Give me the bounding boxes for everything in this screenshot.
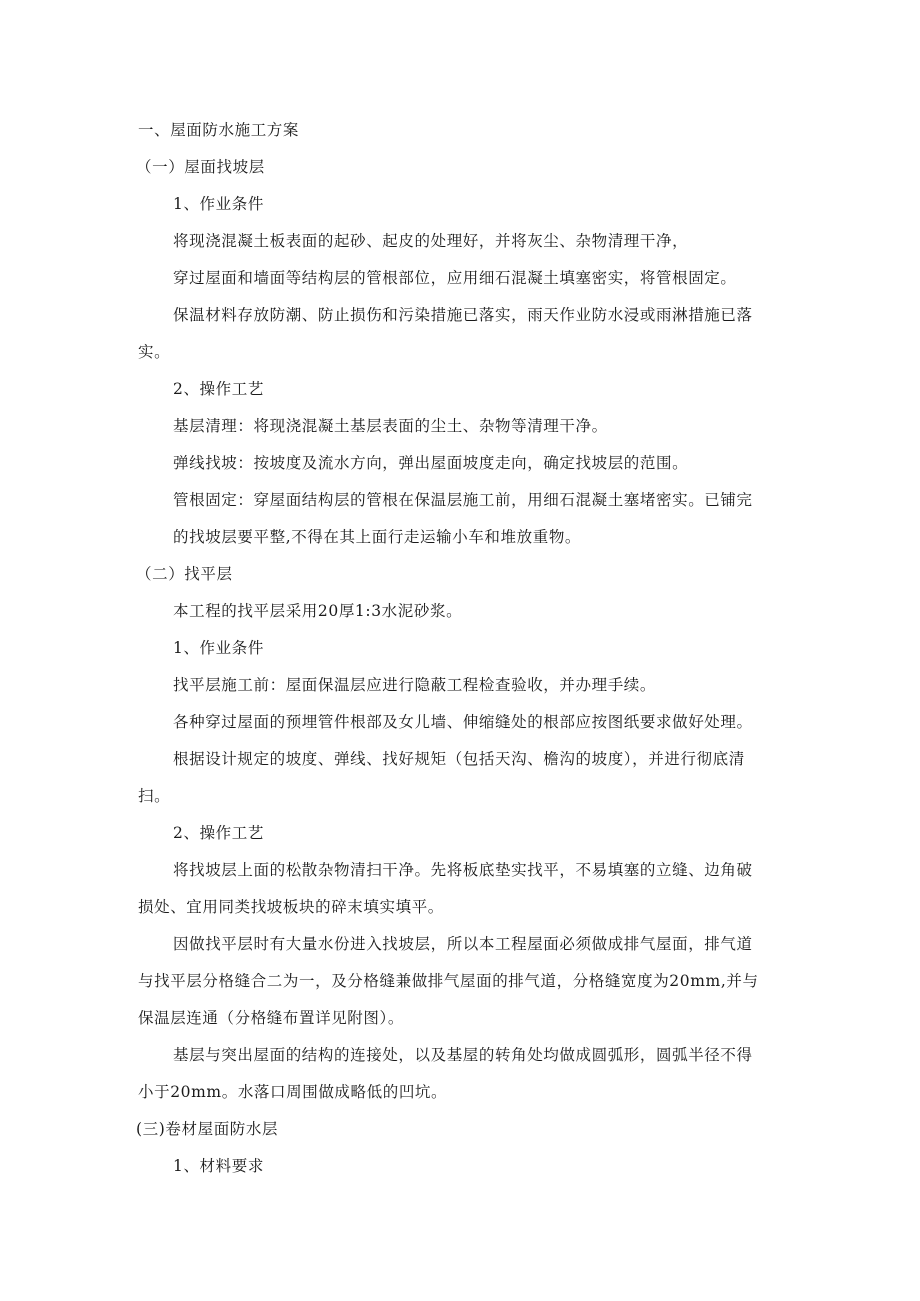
- subheading-operation-process-1: 2、操作工艺: [173, 380, 264, 398]
- section-heading-slope-layer: （一）屋面找坡层: [136, 158, 265, 176]
- subheading-work-conditions-2: 1、作业条件: [173, 639, 264, 657]
- paragraph-line: 保温层连通（分格缝布置详见附图）。: [138, 1009, 404, 1027]
- paragraph-line: 根据设计规定的坡度、弹线、找好规矩（包括天沟、檐沟的坡度），并进行彻底清: [173, 750, 745, 768]
- paragraph-line: 将找坡层上面的松散杂物清扫干净。先将板底垫实找平，不易填塞的立缝、边角破: [173, 861, 753, 879]
- paragraph-line: 保温材料存放防潮、防止损伤和污染措施已落实，雨天作业防水浸或雨淋措施已落: [173, 306, 753, 324]
- paragraph-line: 的找坡层要平整,不得在其上面行走运输小车和堆放重物。: [173, 528, 582, 546]
- paragraph-line: 找平层施工前：屋面保温层应进行隐蔽工程检查验收，并办理手续。: [173, 676, 657, 694]
- paragraph-line: 将现浇混凝土板表面的起砂、起皮的处理好，并将灰尘、杂物清理干净，: [173, 232, 689, 250]
- section-heading-membrane-waterproofing: (三)卷材屋面防水层: [136, 1120, 279, 1138]
- heading-roof-waterproofing-plan: 一、屋面防水施工方案: [138, 121, 300, 139]
- paragraph-line: 实。: [138, 343, 171, 361]
- paragraph-line: 弹线找坡：按坡度及流水方向，弹出屋面坡度走向，确定找坡层的范围。: [173, 454, 689, 472]
- paragraph-line: 穿过屋面和墙面等结构层的管根部位，应用细石混凝土填塞密实，将管根固定。: [173, 269, 737, 287]
- paragraph-line: 基层与突出屋面的结构的连接处，以及基屋的转角处均做成圆弧形，圆弧半径不得: [173, 1046, 753, 1064]
- paragraph-line: 因做找平层时有大量水份进入找坡层，所以本工程屋面必须做成排气屋面，排气道: [173, 935, 753, 953]
- paragraph-line: 扫。: [138, 787, 171, 805]
- paragraph-line: 小于20mm。水落口周围做成略低的凹坑。: [138, 1083, 448, 1101]
- section-heading-leveling-layer: （二）找平层: [136, 565, 233, 583]
- subheading-work-conditions-1: 1、作业条件: [173, 195, 264, 213]
- paragraph-line: 与找平层分格缝合二为一，及分格缝兼做排气屋面的排气道，分格缝宽度为20mm,并与: [138, 972, 759, 990]
- paragraph-line: 损处、宜用同类找坡板块的碎末填实填平。: [138, 898, 444, 916]
- subheading-material-requirements: 1、材料要求: [173, 1157, 264, 1175]
- paragraph-line: 管根固定：穿屋面结构层的管根在保温层施工前，用细石混凝土塞堵密实。已铺完: [173, 491, 753, 509]
- subheading-operation-process-2: 2、操作工艺: [173, 824, 264, 842]
- paragraph-line: 各种穿过屋面的预埋管件根部及女儿墙、伸缩缝处的根部应按图纸要求做好处理。: [173, 713, 753, 731]
- paragraph-line: 本工程的找平层采用20厚1:3水泥砂浆。: [173, 602, 463, 620]
- paragraph-line: 基层清理：将现浇混凝土基层表面的尘土、杂物等清理干净。: [173, 417, 608, 435]
